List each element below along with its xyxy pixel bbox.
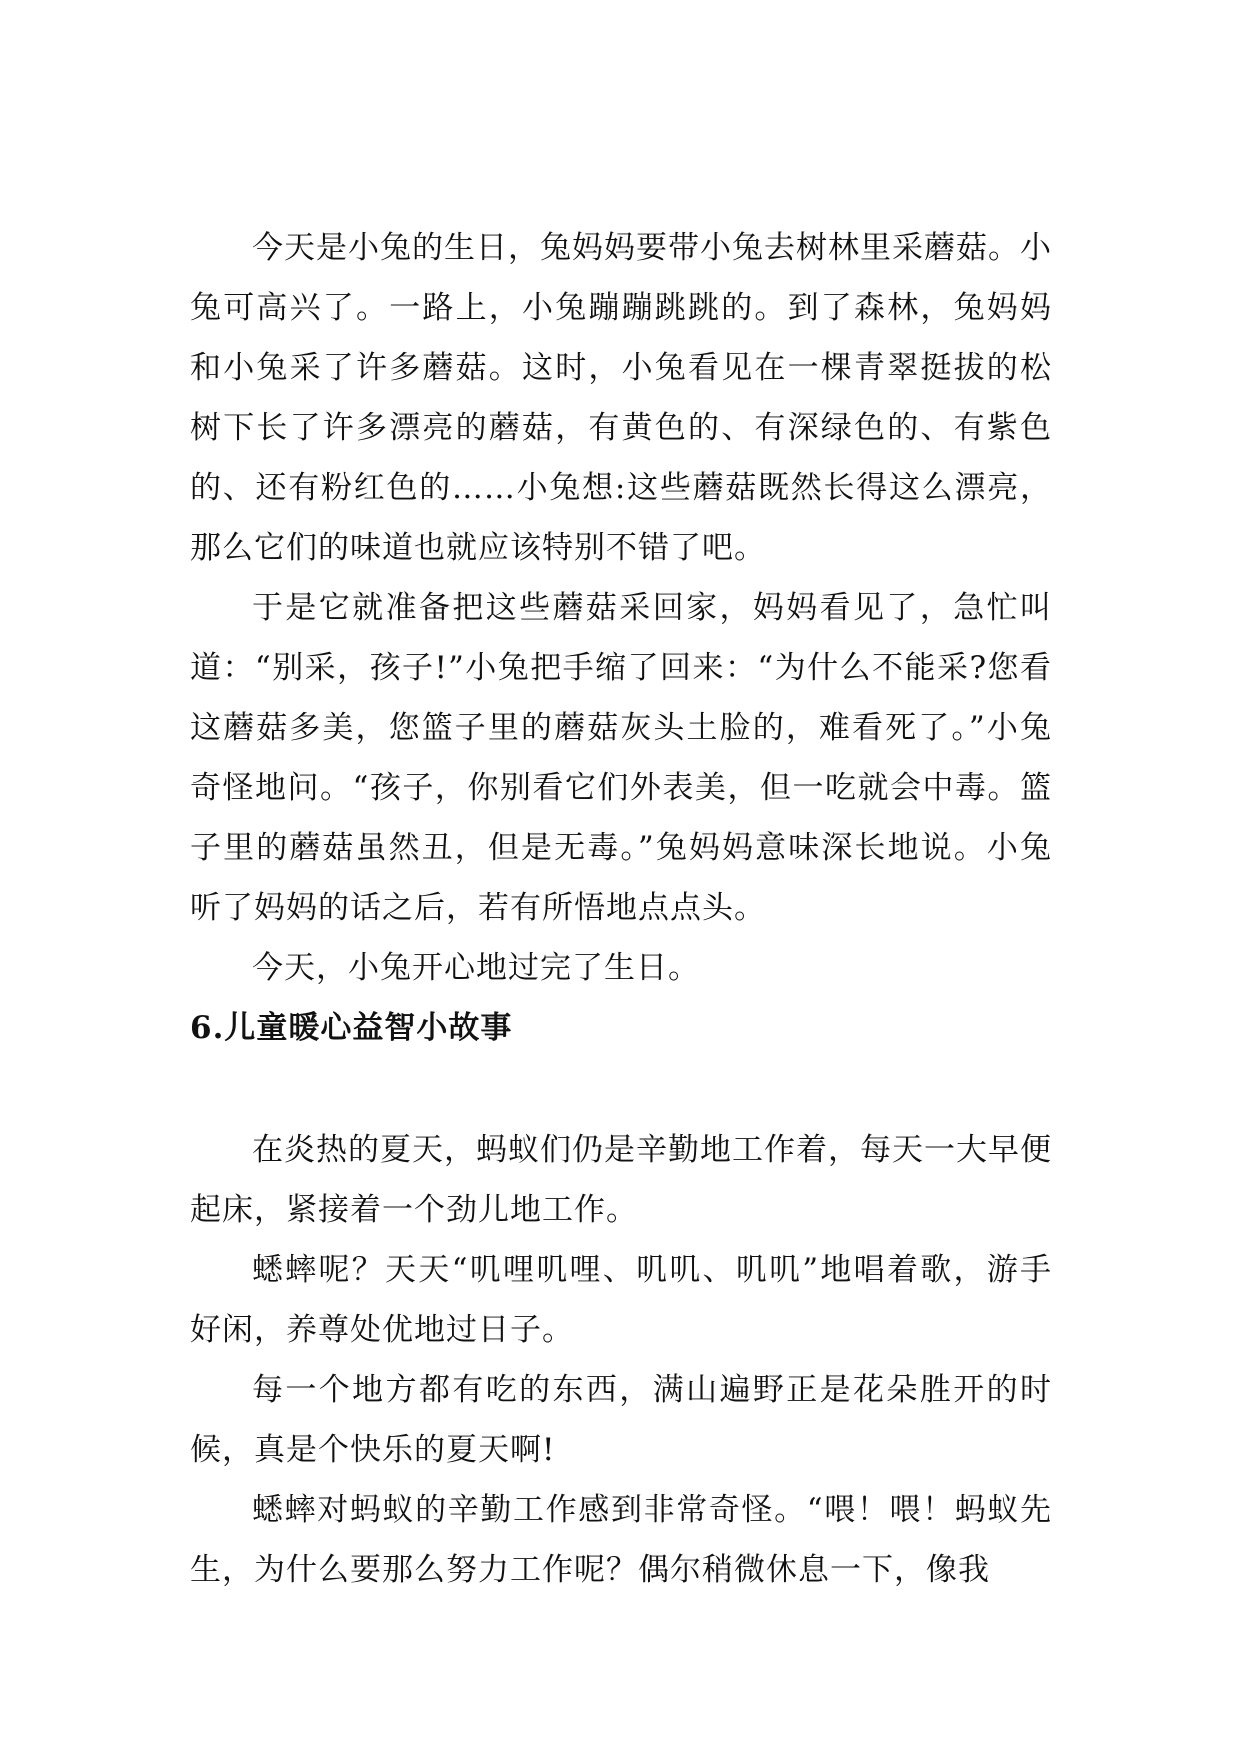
story-paragraph: 今天是小兔的生日，兔妈妈要带小兔去树林里采蘑菇。小兔可高兴了。一路上，小兔蹦蹦跳跳的。到了森林，兔妈妈和小兔采了许多蘑菇。这时，小兔看见在一棵青翠挺拔的松树下长了许多漂亮的蘑菇，有黄色的、有深绿色的、有紫色的、还有粉红色的……小兔想:这些蘑菇既然长得这么漂亮，那么它们的味道也就应该特别不错了吧。 bbox=[190, 230, 1052, 566]
section-spacer bbox=[190, 1058, 1052, 1120]
section-title: 6.儿童暖心益智小故事 bbox=[190, 1010, 513, 1046]
story-paragraph: 每一个地方都有吃的东西，满山遍野正是花朵胜开的时候，真是个快乐的夏天啊! bbox=[190, 1372, 1052, 1468]
story-paragraph: 今天，小兔开心地过完了生日。 bbox=[252, 950, 700, 986]
document-body bbox=[190, 218, 1052, 1600]
story-paragraph: 蟋蟀呢？天天“叽哩叽哩、叽叽、叽叽”地唱着歌，游手好闲，养尊处优地过日子。 bbox=[190, 1252, 1052, 1348]
story-paragraph: 于是它就准备把这些蘑菇采回家，妈妈看见了，急忙叫道：“别采，孩子!”小兔把手缩了回来：“为什么不能采?您看这蘑菇多美，您篮子里的蘑菇灰头土脸的，难看死了。”小兔奇怪地问。“孩子，你别看它们外表美，但一吃就会中毒。篮子里的蘑菇虽然丑，但是无毒。”兔妈妈意味深长地说。小兔听了妈妈的话之后，若有所悟地点点头。 bbox=[190, 590, 1052, 926]
story-paragraph: 在炎热的夏天，蚂蚁们仍是辛勤地工作着，每天一大早便起床，紧接着一个劲儿地工作。 bbox=[190, 1132, 1052, 1228]
story-paragraph: 蟋蟀对蚂蚁的辛勤工作感到非常奇怪。“喂！喂！蚂蚁先生，为什么要那么努力工作呢？偶尔稍微休息一下，像我 bbox=[190, 1492, 1052, 1588]
